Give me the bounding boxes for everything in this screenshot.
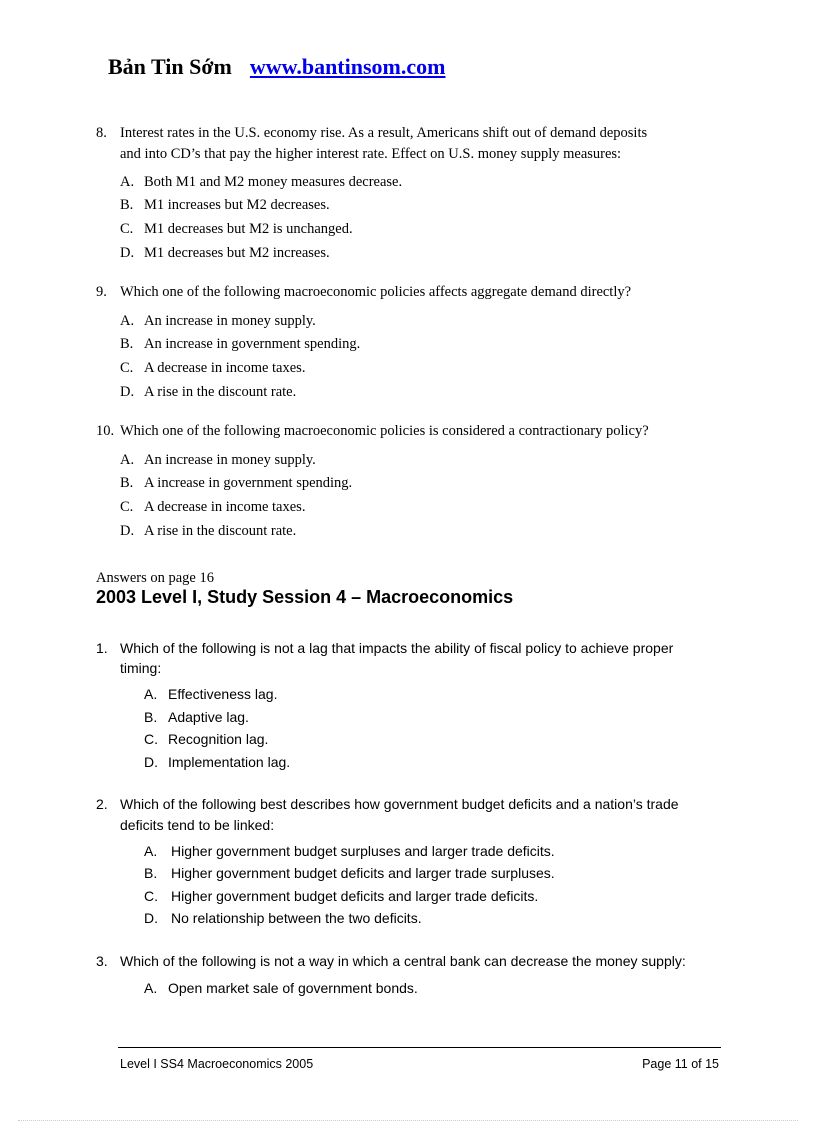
option-text: No relationship between the two deficits. xyxy=(171,910,422,926)
brand-name: Bản Tin Sớm xyxy=(108,54,232,79)
option-letter: A. xyxy=(120,313,135,329)
question-text-line: Interest rates in the U.S. economy rise. As a result, Americans shift out of demand deposits xyxy=(120,125,648,141)
option-letter: A. xyxy=(120,174,135,190)
option-text: A rise in the discount rate. xyxy=(144,523,297,539)
footer-left: Level I SS4 Macroeconomics 2005 xyxy=(120,1057,314,1071)
option-letter: B. xyxy=(120,475,134,491)
option-text: Higher government budget surpluses and larger trade deficits. xyxy=(171,843,555,859)
option-text: M1 decreases but M2 is unchanged. xyxy=(144,221,353,237)
option-letter: B. xyxy=(120,336,134,352)
question-number: 3. xyxy=(96,953,108,969)
option-letter: D. xyxy=(120,523,135,539)
question-text-line: Which of the following is not a lag that impacts the ability of fiscal policy to achieve proper xyxy=(120,640,674,656)
question-number: 2. xyxy=(96,796,108,812)
option-letter: D. xyxy=(144,754,158,770)
question-number: 1. xyxy=(96,640,108,656)
option-text: A increase in government spending. xyxy=(144,475,353,491)
option-text: Both M1 and M2 money measures decrease. xyxy=(144,174,403,190)
option-text: Higher government budget deficits and larger trade surpluses. xyxy=(171,865,555,881)
question-number: 9. xyxy=(96,284,107,300)
option-text: Higher government budget deficits and larger trade deficits. xyxy=(171,888,539,904)
option-text: An increase in money supply. xyxy=(144,313,316,329)
option-text: An increase in government spending. xyxy=(144,336,361,352)
question-text-line: Which of the following best describes how government budget deficits and a nation’s trade xyxy=(120,796,679,812)
option-text: Adaptive lag. xyxy=(168,709,249,725)
footer-divider xyxy=(118,1047,721,1048)
page-edge-divider xyxy=(18,1120,798,1121)
option-text: Recognition lag. xyxy=(168,731,269,747)
page-header xyxy=(108,54,445,80)
footer-page-number: Page 11 of 15 xyxy=(642,1057,719,1071)
option-text: Effectiveness lag. xyxy=(168,686,278,702)
question-text-line: Which of the following is not a way in which a central bank can decrease the money supply: xyxy=(120,953,686,969)
section-title: 2003 Level I, Study Session 4 – Macroeconomics xyxy=(96,587,514,607)
question-number: 10. xyxy=(96,423,115,439)
option-text: An increase in money supply. xyxy=(144,452,316,468)
option-letter: C. xyxy=(144,888,158,904)
option-text: Open market sale of government bonds. xyxy=(168,980,418,996)
question-text-line: Which one of the following macroeconomic policies is considered a contractionary policy? xyxy=(120,423,649,439)
option-letter: B. xyxy=(120,197,134,213)
option-letter: A. xyxy=(144,980,158,996)
site-link[interactable]: www.bantinsom.com xyxy=(249,54,446,79)
question-text-line: and into CD’s that pay the higher interest rate. Effect on U.S. money supply measures: xyxy=(120,146,622,162)
option-letter: D. xyxy=(120,245,135,261)
option-letter: D. xyxy=(120,384,135,400)
option-letter: C. xyxy=(144,731,158,747)
option-text: A decrease in income taxes. xyxy=(144,360,306,376)
question-text-line: timing: xyxy=(120,660,162,676)
option-text: M1 increases but M2 decreases. xyxy=(144,197,330,213)
option-letter: A. xyxy=(144,843,158,859)
option-letter: D. xyxy=(144,910,158,926)
option-letter: C. xyxy=(120,360,134,376)
question-text-line: deficits tend to be linked: xyxy=(120,817,275,833)
option-letter: C. xyxy=(120,221,134,237)
option-text: Implementation lag. xyxy=(168,754,291,770)
option-letter: A. xyxy=(120,452,135,468)
option-text: M1 decreases but M2 increases. xyxy=(144,245,330,261)
option-text: A decrease in income taxes. xyxy=(144,499,306,515)
question-text-line: Which one of the following macroeconomic policies affects aggregate demand directly? xyxy=(120,284,632,300)
option-text: A rise in the discount rate. xyxy=(144,384,297,400)
option-letter: B. xyxy=(144,865,158,881)
option-letter: C. xyxy=(120,499,134,515)
option-letter: A. xyxy=(144,686,158,702)
option-letter: B. xyxy=(144,709,158,725)
question-number: 8. xyxy=(96,125,107,141)
answers-note: Answers on page 16 xyxy=(96,570,214,586)
